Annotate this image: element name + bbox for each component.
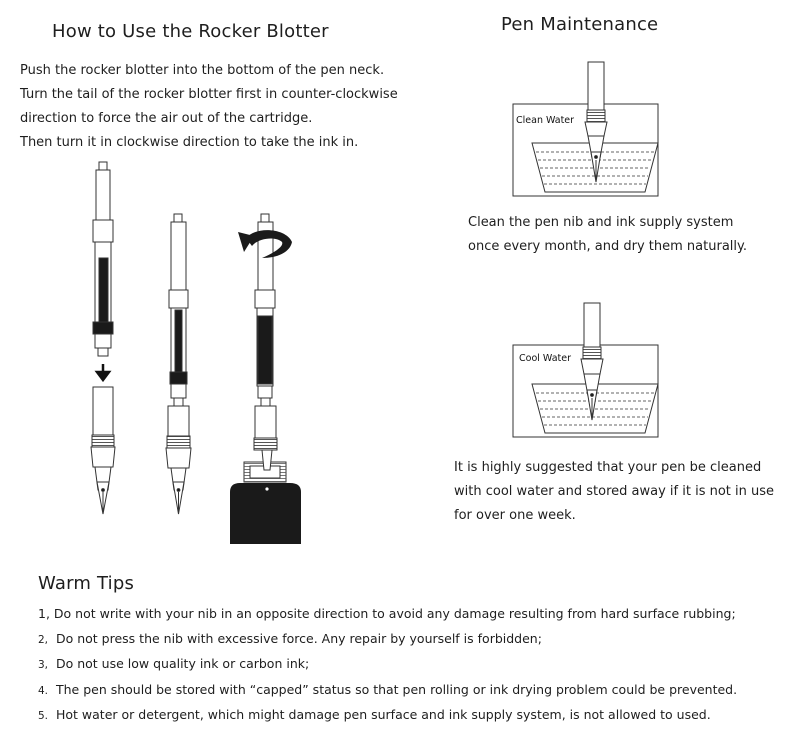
tip-item xyxy=(38,627,737,653)
tip-number: 3, xyxy=(38,659,49,671)
tip-number: 5. xyxy=(38,710,49,722)
tip-item xyxy=(38,678,737,704)
clean-text-line: once every month, and dry them naturally. xyxy=(468,239,747,254)
ink-bottle-illustration xyxy=(230,450,301,544)
tip-text: Do not use low quality ink or carbon ink; xyxy=(55,656,310,671)
clean-text xyxy=(468,211,747,259)
warm-tips-title: Warm Tips xyxy=(38,573,135,594)
maintenance-title: Pen Maintenance xyxy=(501,14,659,35)
instruction-line: Push the rocker blotter into the bottom of the pen neck. xyxy=(20,63,385,78)
warm-tips-list xyxy=(38,602,737,729)
cool-text-line: It is highly suggested that your pen be cleaned xyxy=(454,460,762,475)
tip-number: 2, xyxy=(38,633,49,646)
instruction-line: Turn the tail of the rocker blotter first in counter-clockwise xyxy=(20,87,398,102)
pen-3-illustration xyxy=(254,214,277,450)
tip-number: 1, xyxy=(38,606,50,621)
clean-water-label: Clean Water xyxy=(516,115,575,126)
tip-text: The pen should be stored with “capped” status so that pen rolling or ink drying problem could be prevented. xyxy=(55,681,738,697)
cool-water-illustration xyxy=(513,303,658,437)
tip-item xyxy=(38,703,737,729)
tip-item xyxy=(38,652,737,678)
instruction-line: direction to force the air out of the cartridge. xyxy=(20,111,313,126)
cool-water-label: Cool Water xyxy=(519,353,571,364)
pen-1-illustration xyxy=(91,162,115,514)
rocker-title: How to Use the Rocker Blotter xyxy=(52,21,329,42)
cool-text xyxy=(454,456,774,528)
clean-water-illustration xyxy=(513,62,658,196)
tip-item xyxy=(38,602,737,627)
tip-number: 4. xyxy=(38,684,49,697)
clean-text-line: Clean the pen nib and ink supply system xyxy=(468,215,734,230)
instruction-line: Then turn it in clockwise direction to take the ink in. xyxy=(20,135,359,150)
cool-text-line: for over one week. xyxy=(454,508,576,523)
pen-2-illustration xyxy=(166,214,191,514)
tip-text: Do not write with your nib in an opposite direction to avoid any damage resulting from hard surface rubbing; xyxy=(53,606,736,621)
tip-text: Do not press the nib with excessive force. Any repair by yourself is forbidden; xyxy=(55,630,542,646)
tip-text: Hot water or detergent, which might damage pen surface and ink supply system, is not allowed to used. xyxy=(55,707,711,722)
cool-text-line: with cool water and stored away if it is not in use xyxy=(454,484,775,499)
